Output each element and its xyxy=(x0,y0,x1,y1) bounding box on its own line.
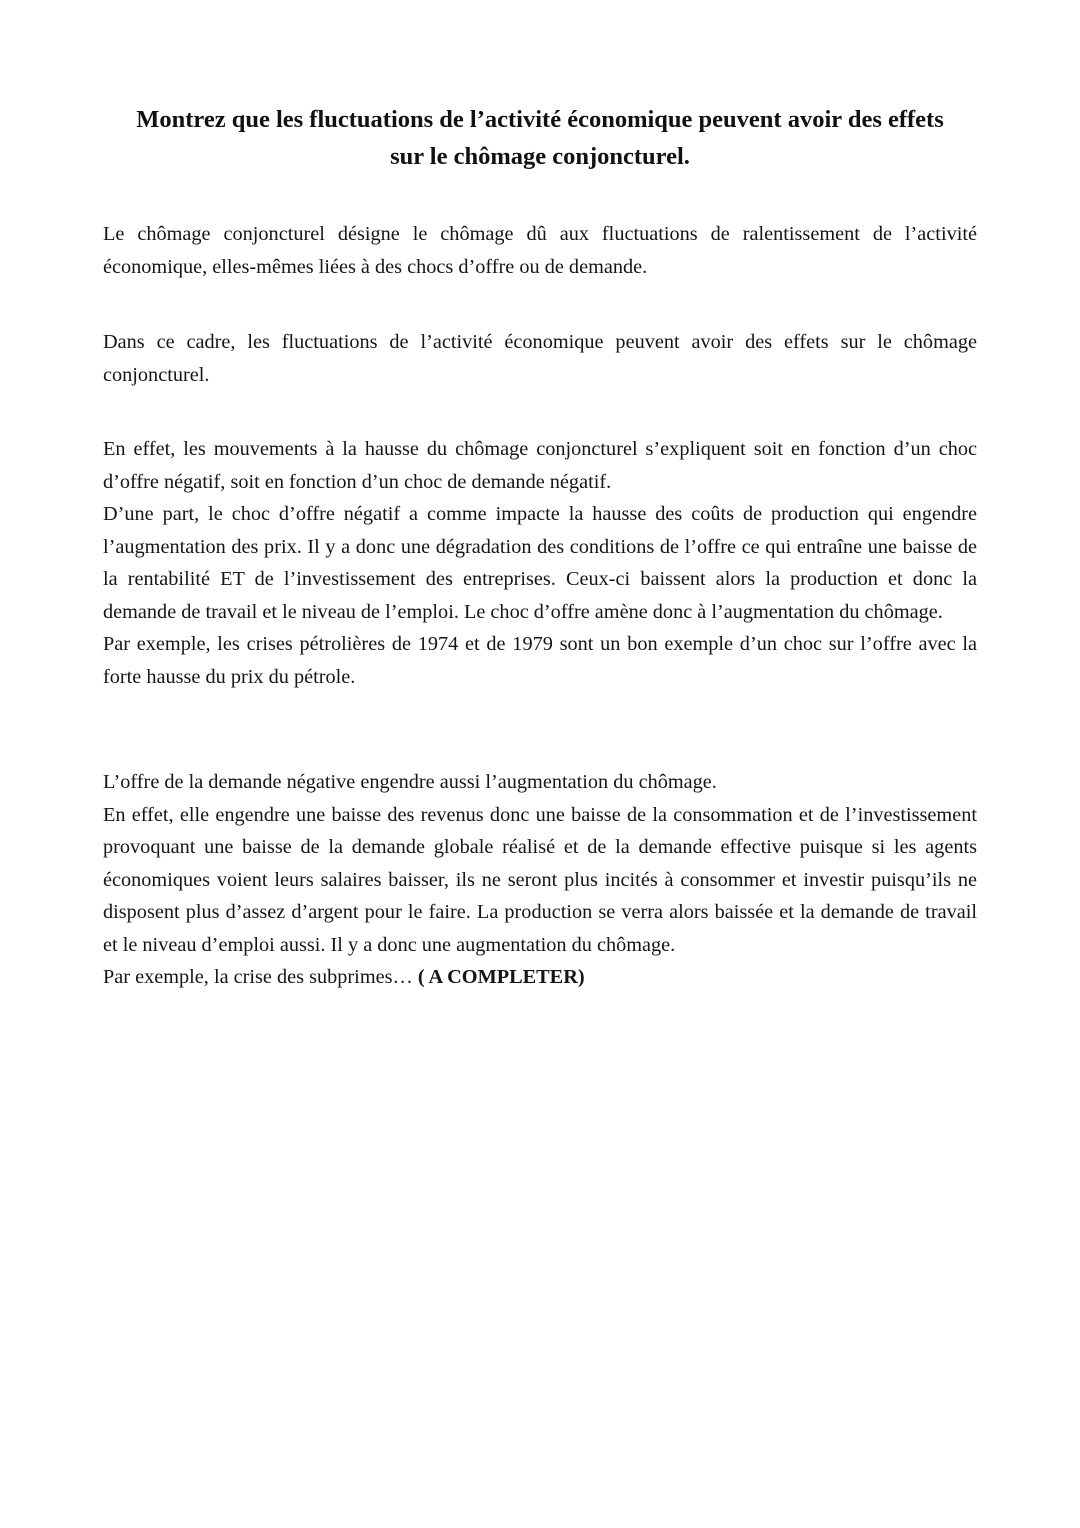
paragraph-line-intro: L’offre de la demande négative engendre aussi l’augmentation du chômage. xyxy=(103,771,717,793)
example-text: Par exemple, la crise des subprimes… xyxy=(103,966,418,988)
title-line-2: sur le chômage conjoncturel. xyxy=(390,143,690,170)
paragraph-choc-offre xyxy=(103,433,977,693)
paragraph-line-intro: En effet, les mouvements à la hausse du chômage conjoncturel s’expliquent soit en fonction d’un choc d’offre négatif, soit en fonction d’un choc de demande négatif. xyxy=(103,438,977,493)
paragraph-choc-demande xyxy=(103,766,977,994)
paragraph-line-explanation: D’une part, le choc d’offre négatif a comme impacte la hausse des coûts de production qui engendre l’augmentation des prix. Il y a donc une dégradation des conditions de l’offre ce qui entraîne une baisse de la rentabilité ET de l’investissement des entreprises. Ceux-ci baissent alors la production et donc la demande de travail et le niveau de l’emploi. Le choc d’offre amène donc à l’augmentation du chômage. xyxy=(103,503,977,623)
paragraph-line-example xyxy=(103,961,977,994)
paragraph-problematique xyxy=(103,326,977,391)
paragraph-line-example: Par exemple, les crises pétrolières de 1974 et de 1979 sont un bon exemple d’un choc sur l’offre avec la forte hausse du prix du pétrole. xyxy=(103,633,977,688)
page-title xyxy=(100,101,980,175)
paragraph-line-explanation: En effet, elle engendre une baisse des revenus donc une baisse de la consommation et de l’investissement provoquant une baisse de la demande globale réalisé et de la demande effective puisque si les agents économiques voient leurs salaires baisser, ils ne seront plus incités à consommer et investir puisqu’ils ne disposent plus d’assez d’argent pour le faire. La production se verra alors baissée et la demande de travail et le niveau d’emploi aussi. Il y a donc une augmentation du chômage. xyxy=(103,803,977,956)
paragraph-text: Le chômage conjoncturel désigne le chômage dû aux fluctuations de ralentissement de l’activité économique, elles-mêmes liées à des chocs d’offre ou de demande. xyxy=(103,223,977,278)
paragraph-definition xyxy=(103,218,977,283)
todo-marker: ( A COMPLETER) xyxy=(417,966,585,988)
title-line-1: Montrez que les fluctuations de l’activité économique peuvent avoir des effets xyxy=(136,106,944,133)
paragraph-text: Dans ce cadre, les fluctuations de l’activité économique peuvent avoir des effets sur le chômage conjoncturel. xyxy=(103,331,977,386)
